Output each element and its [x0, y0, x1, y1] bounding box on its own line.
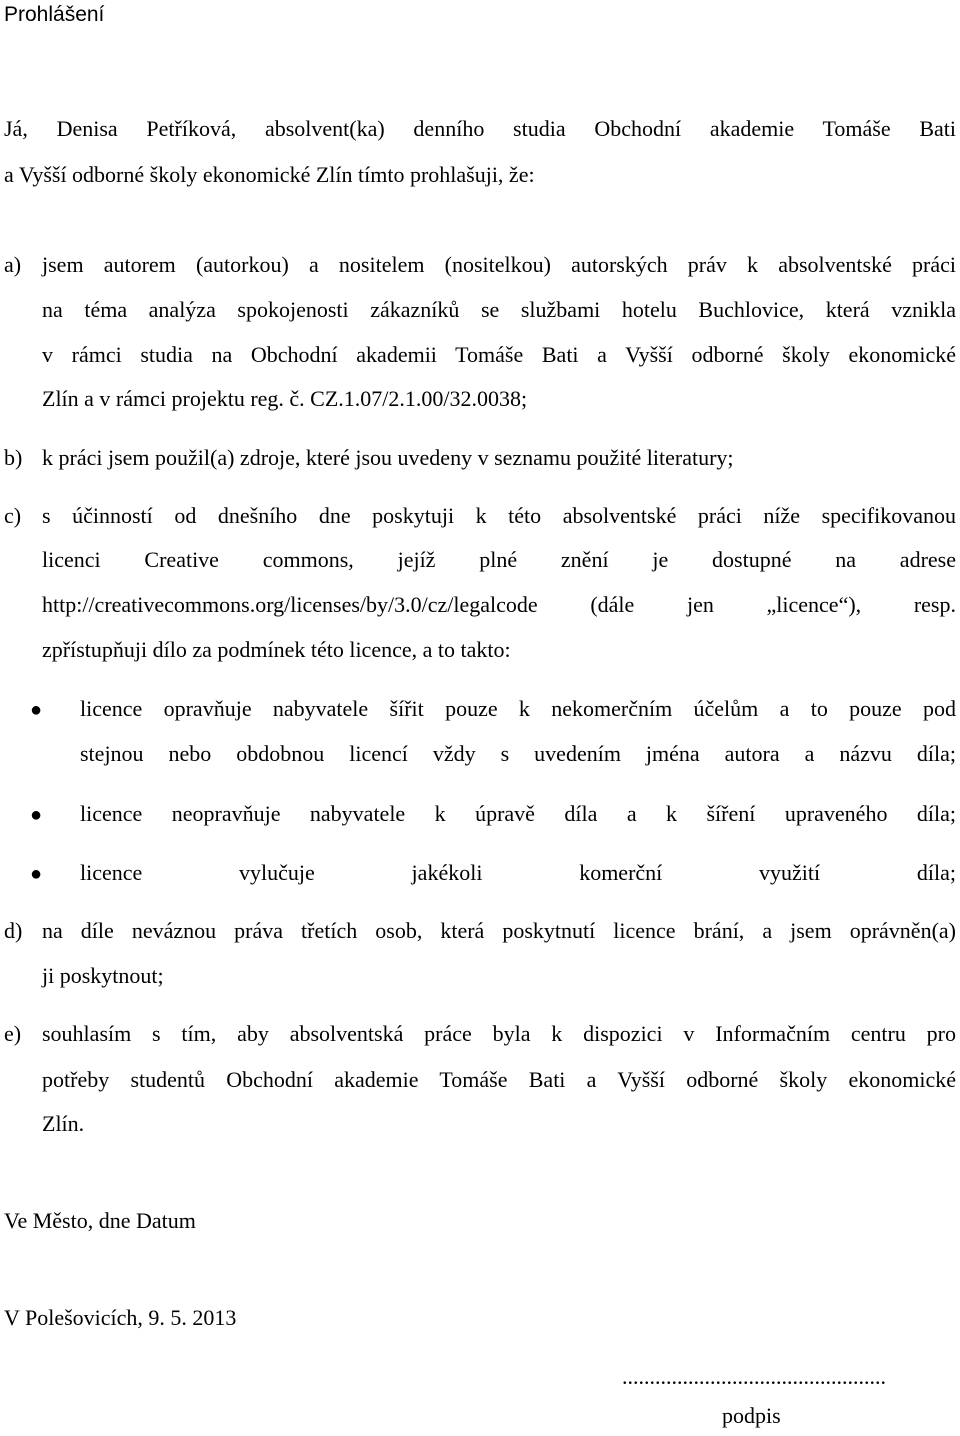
item-b-line-1: k práci jsem použil(a) zdroje, které jsou uvedeny v seznamu použité literatury;	[42, 445, 734, 470]
bullet-2-line-1: licence neopravňuje nabyvatele k úpravě díla a k šíření upraveného díla;	[80, 801, 956, 826]
item-c-line-4: zpřístupňuji dílo za podmínek této licence, a to takto:	[42, 637, 511, 662]
bullet-3-line-1: licence vylučuje jakékoli komerční využití díla;	[80, 860, 956, 885]
item-c-marker: c)	[4, 503, 22, 528]
item-a-line-2: na téma analýza spokojenosti zákazníků se službami hotelu Buchlovice, která vznikla	[42, 297, 956, 322]
bullet-3-icon: ●	[30, 863, 43, 885]
item-e-line-3: Zlín.	[42, 1111, 85, 1136]
bullet-1-line-2: stejnou nebo obdobnou licencí vždy s uvedením jména autora a názvu díla;	[80, 741, 956, 766]
item-e-line-2: potřeby studentů Obchodní akademie Tomáše Bati a Vyšší odborné školy ekonomické	[42, 1067, 956, 1092]
intro-line-2: a Vyšší odborné školy ekonomické Zlín tímto prohlašuji, že:	[4, 162, 535, 187]
item-d-marker: d)	[4, 918, 23, 943]
place-date-template: Ve Město, dne Datum	[4, 1208, 196, 1233]
item-a-line-3: v rámci studia na Obchodní akademii Tomáše Bati a Vyšší odborné školy ekonomické	[42, 342, 956, 367]
item-b-marker: b)	[4, 445, 23, 470]
item-c-line-1: s účinností od dnešního dne poskytuji k této absolventské práci níže specifikovanou	[42, 503, 956, 528]
bullet-1-icon: ●	[30, 699, 43, 721]
item-e-marker: e)	[4, 1021, 22, 1046]
item-c-line-3: http://creativecommons.org/licenses/by/3.0/cz/legalcode (dále jen „licence“), resp.	[42, 592, 956, 617]
place-date: V Polešovicích, 9. 5. 2013	[4, 1305, 237, 1330]
bullet-1-line-1: licence opravňuje nabyvatele šířit pouze k nekomerčním účelům a to pouze pod	[80, 696, 956, 721]
item-c-line-2: licenci Creative commons, jejíž plné znění je dostupné na adrese	[42, 547, 956, 572]
signature-label: podpis	[722, 1403, 781, 1428]
item-d-line-1: na díle neváznou práva třetích osob, která poskytnutí licence brání, a jsem oprávněn(a)	[42, 918, 956, 943]
item-e-line-1: souhlasím s tím, aby absolventská práce byla k dispozici v Informačním centru pro	[42, 1021, 956, 1046]
bullet-2-icon: ●	[30, 804, 43, 826]
item-a-line-1: jsem autorem (autorkou) a nositelem (nositelkou) autorských práv k absolventské práci	[42, 252, 956, 277]
item-a-marker: a)	[4, 252, 22, 277]
intro-line-1: Já, Denisa Petříková, absolvent(ka) denního studia Obchodní akademie Tomáše Bati	[4, 116, 956, 141]
signature-line: ................................................	[622, 1364, 886, 1389]
item-d-line-2: ji poskytnout;	[42, 963, 164, 988]
page-title: Prohlášení	[4, 3, 105, 26]
item-a-line-4: Zlín a v rámci projektu reg. č. CZ.1.07/2.1.00/32.0038;	[42, 386, 528, 411]
